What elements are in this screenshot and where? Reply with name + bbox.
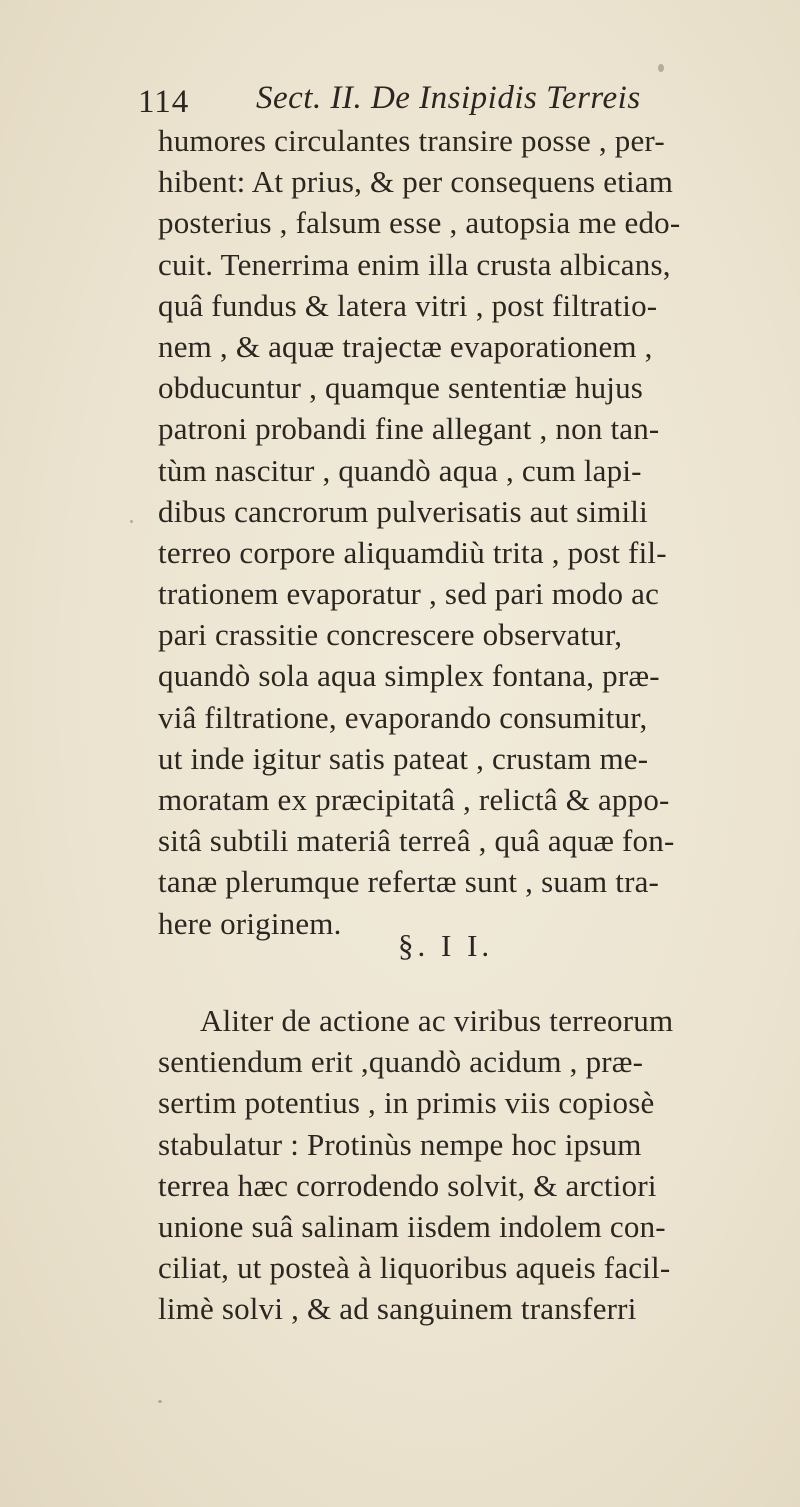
text-line: here originem. xyxy=(158,905,342,941)
text-line: tanæ plerumque refertæ sunt , suam tra- xyxy=(158,864,660,900)
text-line: tùm nascitur , quandò aqua , cum lapi- xyxy=(158,452,642,488)
text-line: unione suâ salinam iisdem indolem con- xyxy=(158,1208,666,1244)
text-line: nem , & aquæ trajectæ evaporationem , xyxy=(158,328,653,364)
text-line: stabulatur : Protinùs nempe hoc ipsum xyxy=(158,1126,642,1162)
text-line: humores circulantes transire posse , per- xyxy=(158,123,665,158)
text-line: patroni probandi fine allegant , non tan- xyxy=(158,411,660,447)
text-line: quandò sola aqua simplex fontana, præ- xyxy=(158,658,660,694)
text-line: terrea hæc corrodendo solvit, & arctiori xyxy=(158,1167,657,1203)
text-line: pari crassitie concrescere observatur, xyxy=(158,617,623,653)
text-line: Aliter de actione ac viribus terreorum xyxy=(200,1003,674,1038)
text-line: trationem evaporatur , sed pari modo ac xyxy=(158,576,660,612)
paragraph-1 xyxy=(158,120,798,944)
text-line: ciliat, ut posteà à liquoribus aqueis facil- xyxy=(158,1250,671,1286)
text-line: obducuntur , quamque sententiæ hujus xyxy=(158,370,644,406)
text-line: cuit. Tenerrima enim illa crusta albicans, xyxy=(158,246,671,282)
paper-speck xyxy=(158,1400,162,1403)
page-number: 114 xyxy=(138,84,190,120)
paper-speck xyxy=(658,64,664,72)
text-line: terreo corpore aliquamdiù trita , post fil- xyxy=(158,534,667,570)
text-line: hibent: At prius, & per consequens etiam xyxy=(158,164,674,200)
text-line: sertim potentius , in primis viis copiosè xyxy=(158,1085,655,1121)
text-line: sitâ subtili materiâ terreâ , quâ aquæ fon- xyxy=(158,823,675,859)
text-line: quâ fundus & latera vitri , post filtratio- xyxy=(158,287,658,323)
page-header xyxy=(138,74,698,126)
paper-speck xyxy=(130,520,133,523)
text-line: dibus cancrorum pulverisatis aut simili xyxy=(158,493,648,529)
section-heading: §. I I. xyxy=(398,928,494,963)
paragraph-2 xyxy=(158,1000,798,1330)
text-line: viâ filtratione, evaporando consumitur, xyxy=(158,699,648,735)
text-line: sentiendum erit ,quandò acidum , præ- xyxy=(158,1044,644,1080)
text-line: ut inde igitur satis pateat , crustam me- xyxy=(158,740,649,776)
text-line: moratam ex præcipitatâ , relictâ & appo- xyxy=(158,782,670,817)
running-head: Sect. II. De Insipidis Terreis xyxy=(256,80,641,116)
text-line: posterius , falsum esse , autopsia me edo- xyxy=(158,205,681,241)
text-line: limè solvi , & ad sanguinem transferri xyxy=(158,1291,637,1327)
